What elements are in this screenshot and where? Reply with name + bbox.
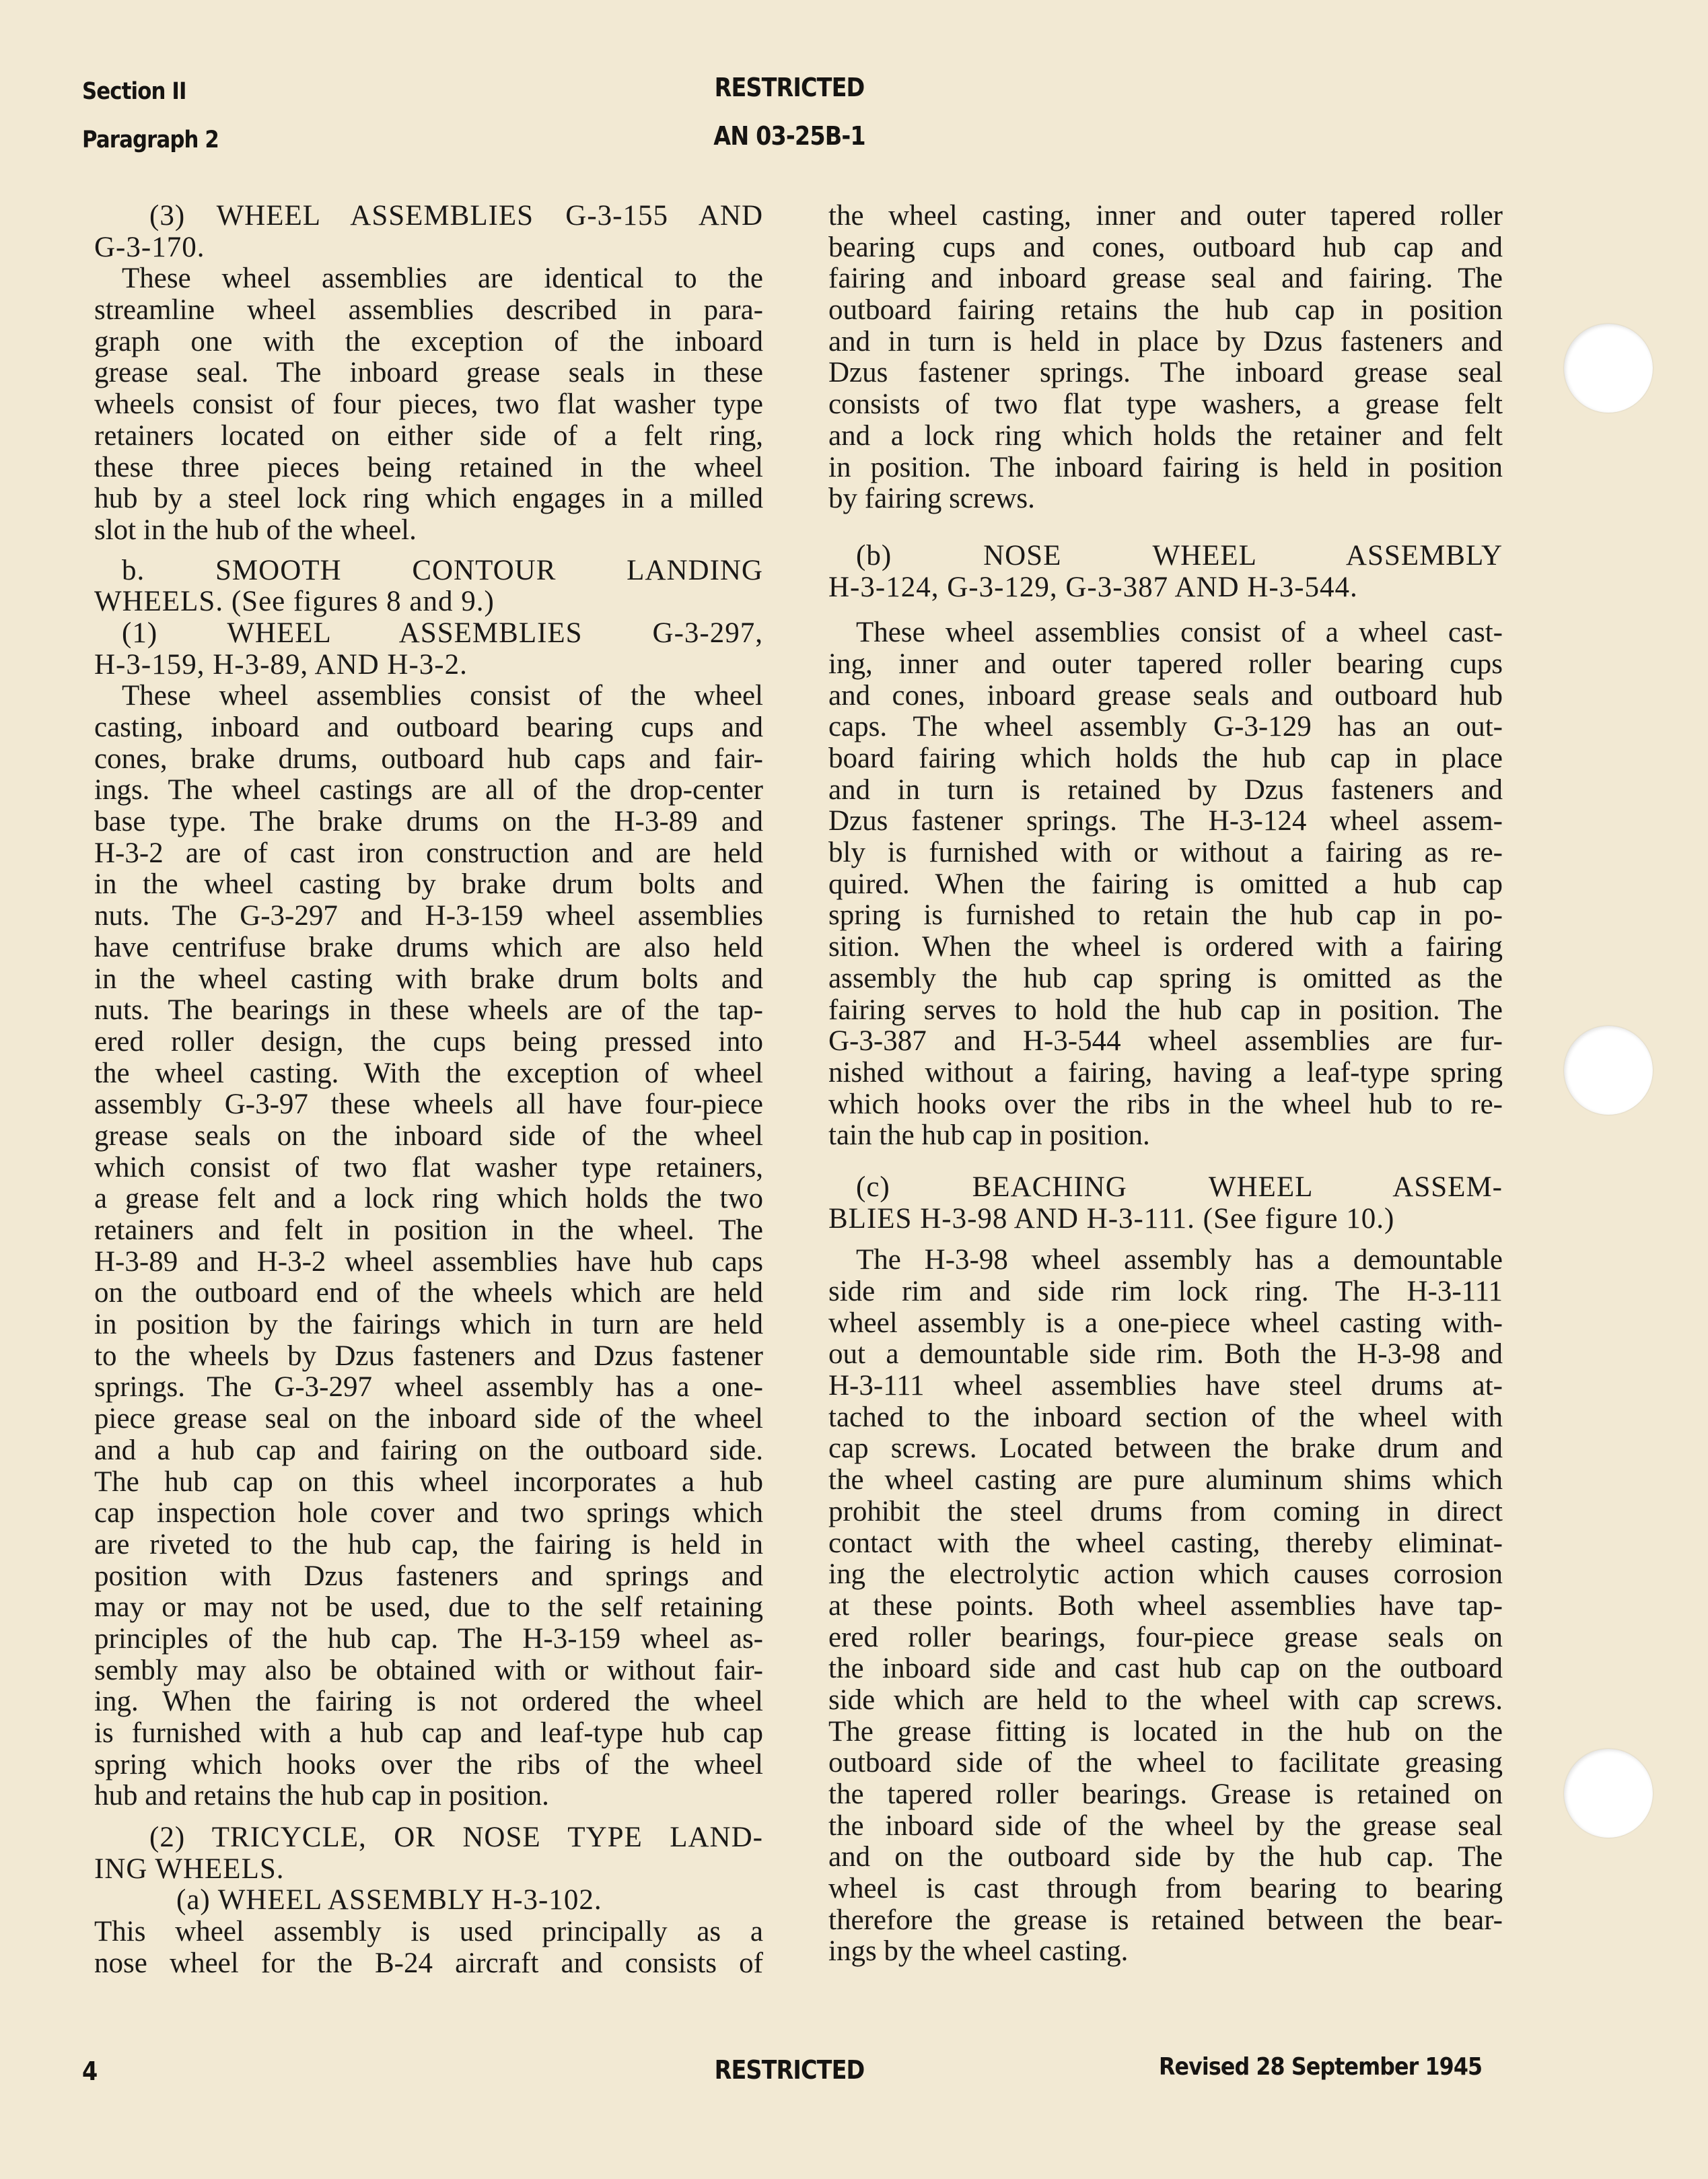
text-line: in the wheel casting by brake drum bolts and [94,868,763,901]
text-line: b. SMOOTH CONTOUR LANDING [122,554,763,586]
paragraph-label: Paragraph 2 [82,127,219,153]
text-line: hub and retains the hub cap in position. [94,1780,549,1812]
text-line: H-3-2 are of cast iron construction and are held [94,837,763,869]
text-line: piece grease seal on the inboard side of the wheel [94,1403,763,1435]
text-line: nuts. The bearings in these wheels are of the tap- [94,994,763,1027]
text-line: cap screws. Located between the brake drum and [828,1432,1503,1465]
text-line: Dzus fastener springs. The H-3-124 wheel assem- [828,805,1503,837]
text-line: a grease felt and a lock ring which holds the two [94,1183,763,1215]
binder-hole [1564,1749,1653,1838]
text-line: quired. When the fairing is omitted a hub cap [828,868,1503,900]
section-heading [94,618,763,681]
body-paragraph [828,617,1503,1152]
text-line: grease seal. The inboard grease seals in these [94,357,763,389]
text-line: nose wheel for the B-24 aircraft and consists of [94,1947,763,1979]
text-line: board fairing which holds the hub cap in place [828,742,1503,774]
text-line: at these points. Both wheel assemblies have tap- [828,1589,1503,1622]
text-line: on the outboard end of the wheels which are held [94,1277,763,1309]
text-line: in position. The inboard fairing is held in position [828,451,1503,483]
text-line: may or may not be used, due to the self retaining [94,1591,763,1624]
text-line: cap inspection hole cover and two springs which [94,1497,763,1529]
text-line: wheel is cast through from bearing to bearing [828,1873,1503,1905]
text-line: wheels consist of four pieces, two flat washer type [94,388,763,421]
page-number: 4 [82,2056,98,2086]
text-line: contact with the wheel casting, thereby eliminat- [828,1527,1503,1559]
text-line: This wheel assembly is used principally as a [94,1916,763,1948]
text-line: graph one with the exception of the inboard [94,325,763,357]
text-line: and a lock ring which holds the retainer and felt [828,419,1503,452]
text-line: nished without a fairing, having a leaf-type spring [828,1056,1503,1088]
text-line: hub by a steel lock ring which engages in a milled [94,483,763,515]
binder-hole [1564,1026,1653,1115]
text-line: These wheel assemblies consist of a wheel cast- [856,617,1503,649]
text-line: The hub cap on this wheel incorporates a hub [94,1465,763,1498]
text-line: is furnished with a hub cap and leaf-type hub cap [94,1717,763,1749]
text-line: ered roller bearings, four-piece grease seals on [828,1621,1503,1653]
text-line: slot in the hub of the wheel. [94,514,417,546]
text-line: ings. The wheel castings are all of the drop-center [94,774,763,806]
text-line: caps. The wheel assembly G-3-129 has an out- [828,711,1503,743]
text-line: G-3-170. [94,231,205,263]
text-line: side which are held to the wheel with cap screws. [828,1684,1503,1716]
text-line: the tapered roller bearings. Grease is retained on [828,1778,1503,1810]
body-paragraph [828,201,1503,515]
text-line: the wheel casting, inner and outer tapered roller [828,200,1503,232]
text-line: (3) WHEEL ASSEMBLIES G-3-155 AND [149,200,763,232]
text-line: spring which hooks over the ribs of the wheel [94,1748,763,1780]
text-line: sembly may also be obtained with or without fair- [94,1654,763,1686]
text-line: grease seals on the inboard side of the wheel [94,1119,763,1152]
revision-date: Revised 28 September 1945 [1159,2053,1483,2081]
text-line: in the wheel casting with brake drum bolts and [94,963,763,995]
text-line: (1) WHEEL ASSEMBLIES G-3-297, [122,617,763,649]
document-number: AN 03-25B-1 [713,121,865,151]
text-line: which consist of two flat washer type retainers, [94,1151,763,1183]
text-line: assembly G-3-97 these wheels all have four-piece [94,1088,763,1121]
text-line: casting, inboard and outboard bearing cups and [94,712,763,743]
text-line: base type. The brake drums on the H-3-89 and [94,806,763,838]
text-line: and cones, inboard grease seals and outboard hub [828,679,1503,712]
text-line: H-3-111 wheel assemblies have steel drums at- [828,1370,1503,1402]
text-line: side rim and side rim lock ring. The H-3-111 [828,1276,1503,1307]
section-heading [94,201,763,263]
text-line: and in turn is held in place by Dzus fasteners and [828,325,1503,357]
binder-hole [1564,324,1653,413]
text-line: These wheel assemblies consist of the wheel [122,680,763,712]
text-line: ing, inner and outer tapered roller bearing cups [828,648,1503,680]
section-label: Section II [82,78,186,105]
text-line: and on the outboard side by the hub cap. The [828,1841,1503,1873]
body-paragraph [94,263,763,546]
section-heading [828,1172,1503,1235]
text-line: (b) NOSE WHEEL ASSEMBLY [856,539,1503,572]
text-line: H-3-89 and H-3-2 wheel assemblies have hub caps [94,1245,763,1278]
text-line: which hooks over the ribs in the wheel hub to re- [828,1088,1503,1120]
body-paragraph [94,681,763,1812]
text-line: (c) BEACHING WHEEL ASSEM- [856,1171,1503,1203]
text-line: assembly the hub cap spring is omitted as the [828,962,1503,994]
right-column [828,201,1503,1968]
body-paragraph [94,1916,763,1979]
text-line: principles of the hub cap. The H-3-159 wheel as- [94,1622,763,1655]
text-line: BLIES H-3-98 AND H-3-111. (See figure 10.) [828,1202,1395,1235]
text-line: H-3-159, H-3-89, AND H-3-2. [94,648,468,681]
text-line: sition. When the wheel is ordered with a fairing [828,931,1503,963]
text-line: springs. The G-3-297 wheel assembly has a one- [94,1371,763,1404]
text-line: ing the electrolytic action which causes corrosion [828,1558,1503,1591]
section-heading [94,1885,763,1916]
text-line: position with Dzus fasteners and springs and [94,1560,763,1592]
section-heading [94,555,763,618]
text-line: to the wheels by Dzus fasteners and Dzus fastener [94,1340,763,1372]
text-line: the inboard side of the wheel by the grease seal [828,1809,1503,1842]
text-line: streamline wheel assemblies described in para- [94,294,763,326]
section-heading [94,1822,763,1885]
text-line: (a) WHEEL ASSEMBLY H-3-102. [176,1884,602,1916]
text-line: prohibit the steel drums from coming in direct [828,1495,1503,1527]
text-line: G-3-387 and H-3-544 wheel assemblies are fur- [828,1025,1503,1058]
text-line: (2) TRICYCLE, OR NOSE TYPE LAND- [149,1822,763,1854]
text-line: bearing cups and cones, outboard hub cap and [828,231,1503,263]
text-line: the wheel casting. With the exception of wheel [94,1057,763,1089]
text-line: retainers located on either side of a felt ring, [94,419,763,452]
text-line: outboard fairing retains the hub cap in position [828,294,1503,326]
text-line: consists of two flat type washers, a grease felt [828,388,1503,421]
text-line: these three pieces being retained in the wheel [94,451,763,483]
text-line: are riveted to the hub cap, the fairing is held in [94,1528,763,1560]
text-line: nuts. The G-3-297 and H-3-159 wheel assemblies [94,900,763,932]
text-line: and a hub cap and fairing on the outboard side. [94,1434,763,1466]
text-line: fairing serves to hold the hub cap in position. The [828,994,1503,1026]
text-line: the inboard side and cast hub cap on the outboard [828,1653,1503,1685]
text-line: cones, brake drums, outboard hub caps and fair- [94,742,763,775]
text-line: ings by the wheel casting. [828,1935,1129,1968]
text-line: ered roller design, the cups being pressed into [94,1025,763,1058]
text-line: ING WHEELS. [94,1853,285,1885]
text-line: outboard side of the wheel to facilitate greasing [828,1747,1503,1779]
header-classification: RESTRICTED [714,73,865,102]
text-line: out a demountable side rim. Both the H-3-98 and [828,1338,1503,1371]
text-line: tain the hub cap in position. [828,1119,1150,1152]
text-line: retainers and felt in position in the wheel. The [94,1214,763,1246]
text-line: the wheel casting are pure aluminum shims which [828,1464,1503,1496]
section-heading [828,541,1503,603]
text-line: and in turn is retained by Dzus fasteners and [828,773,1503,806]
text-line: WHEELS. (See figures 8 and 9.) [94,586,495,618]
text-line: Dzus fastener springs. The inboard grease seal [828,357,1503,389]
text-line: have centrifuse brake drums which are also held [94,931,763,963]
text-line: wheel assembly is a one-piece wheel casting with- [828,1307,1503,1339]
text-line: in position by the fairings which in turn are held [94,1309,763,1341]
text-line: bly is furnished with or without a fairing as re- [828,837,1503,869]
footer-classification: RESTRICTED [714,2055,865,2085]
text-line: These wheel assemblies are identical to the [122,263,763,295]
text-line: ing. When the fairing is not ordered the wheel [94,1686,763,1718]
left-column [94,201,763,1980]
body-paragraph [828,1245,1503,1968]
text-line: fairing and inboard grease seal and fairing. The [828,263,1503,295]
text-line: spring is furnished to retain the hub cap in po- [828,899,1503,932]
text-line: The H-3-98 wheel assembly has a demountable [856,1244,1503,1276]
text-line: by fairing screws. [828,483,1035,515]
text-line: therefore the grease is retained between the bear- [828,1904,1503,1936]
text-line: The grease fitting is located in the hub on the [828,1715,1503,1748]
text-line: tached to the inboard section of the wheel with [828,1401,1503,1433]
text-line: H-3-124, G-3-129, G-3-387 AND H-3-544. [828,571,1358,603]
